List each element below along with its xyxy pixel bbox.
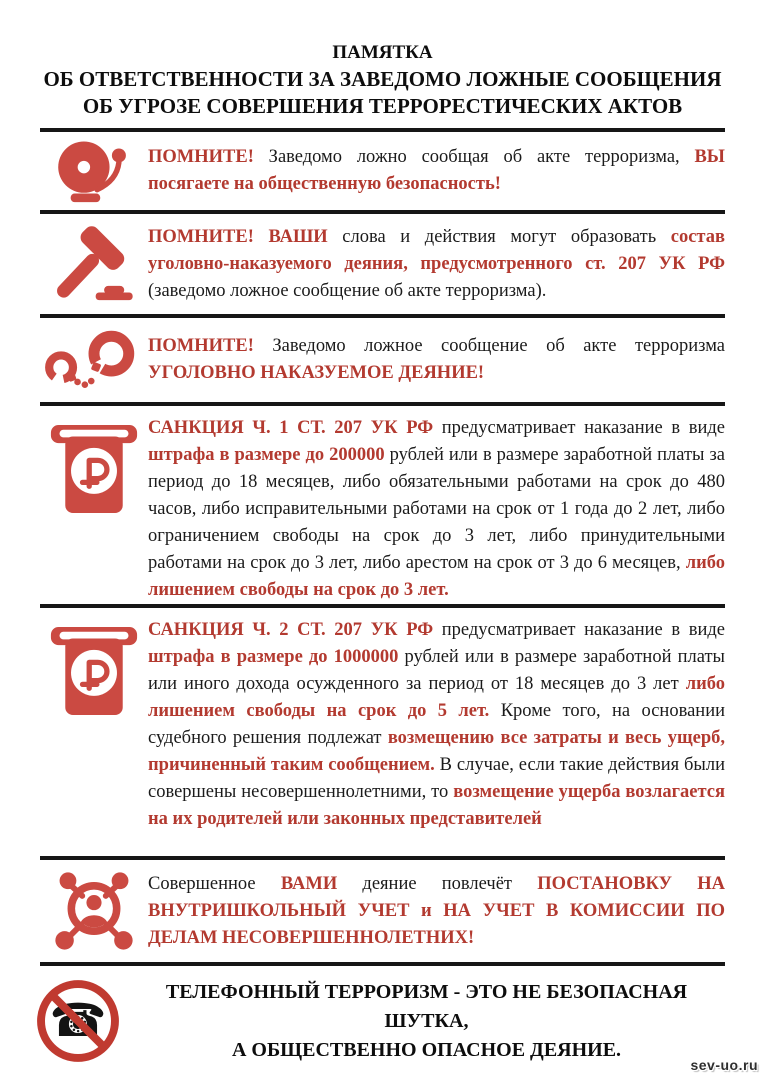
no-phone-icon xyxy=(28,977,128,1065)
page-title xyxy=(40,40,725,120)
ruble-fine-icon xyxy=(40,421,148,517)
text-run-black: предусматривает наказание в виде xyxy=(441,418,725,438)
footer-line: А ОБЩЕСТВЕННО ОПАСНОЕ ДЕЯНИЕ. xyxy=(231,1038,622,1061)
text-run-black: (заведомо ложное сообщение об акте терроризма). xyxy=(148,280,547,301)
text-run-red: САНКЦИЯ Ч. 2 СТ. 207 УК РФ xyxy=(148,620,442,640)
section-remember-law xyxy=(40,214,725,314)
phone-glyph: ☎ xyxy=(49,993,107,1047)
footer-line: ТЕЛЕФОННЫЙ ТЕРРОРИЗМ - ЭТО НЕ БЕЗОПАСНАЯ ШУТКА, xyxy=(165,980,688,1032)
title-line: ОБ УГРОЗЕ СОВЕРШЕНИЯ ТЕРРОРЕСТИЧЕСКИХ АКТОВ xyxy=(82,94,683,118)
text-run-red: штрафа в размере до 1000000 xyxy=(148,647,405,667)
text-run-black: предусматривает наказание в виде xyxy=(441,620,725,640)
text-run-red: ПОМНИТЕ! xyxy=(148,147,269,167)
section-remember-alarm xyxy=(40,132,725,210)
text-run-red: либо лишением свободы на срок до 3 лет. xyxy=(148,553,725,600)
text-run-red: ПОМНИТЕ! xyxy=(148,336,273,356)
text-run-black: В случае, если такие действия были совершены несовершеннолетними, то xyxy=(148,755,725,802)
section-minors-registration xyxy=(40,860,725,962)
text-run-red: ПОМНИТЕ! ВАШИ xyxy=(148,226,343,247)
gavel-icon xyxy=(40,221,148,307)
text-run-red: состав уголовно-наказуемого деяния, предусмотренного ст. 207 УК РФ xyxy=(148,226,725,274)
section-text xyxy=(148,224,725,305)
text-run-red: возмещение ущерба возлагается на их родителей или законных представителей xyxy=(148,782,726,829)
section-criminal-act xyxy=(40,318,725,402)
section-text xyxy=(148,617,725,833)
person-network-icon xyxy=(40,868,148,954)
text-run-red: ВАМИ xyxy=(280,873,363,894)
text-run-black: рублей или в размере заработной платы за период до 18 месяцев, либо обязательными работами на срок до 480 часов, либо исправительными работами на срок от 1 года до 2 лет, либо ограничением свободы на срок до 3 лет, либо принудительными работами на срок до 3 лет, либо арестом на срок от 3 до 6 месяцев, xyxy=(148,445,725,573)
text-run-black: Заведомо ложно сообщая об акте терроризма, xyxy=(268,147,695,167)
text-run-red: либо лишением свободы на срок до 5 лет. xyxy=(148,674,725,721)
ruble-fine-icon xyxy=(40,623,148,719)
text-run-black: Заведомо ложное сообщение об акте терроризма xyxy=(272,336,725,356)
section-text xyxy=(148,144,725,198)
text-run-red: штрафа в размере до 200000 xyxy=(148,445,390,465)
text-run-red: ВЫ посягаете на общественную безопасность! xyxy=(148,147,725,194)
text-run-red: возмещению все затраты и весь ущерб, причиненный таким сообщением. xyxy=(148,728,725,775)
text-run-red: САНКЦИЯ Ч. 1 СТ. 207 УК РФ xyxy=(148,418,442,438)
text-run-black: рублей или в размере заработной платы или иного дохода осужденного за период от 18 месяцев до 3 лет xyxy=(148,647,725,694)
section-text xyxy=(148,415,725,604)
text-run-black: слова и действия могут образовать xyxy=(342,226,671,247)
handcuffs-icon xyxy=(40,328,148,392)
alarm-bell-icon xyxy=(40,136,148,206)
text-run-black: Кроме того, на основании судебного решения подлежат xyxy=(148,701,725,748)
section-sanction-part2 xyxy=(40,608,725,856)
section-text xyxy=(148,333,725,387)
footer-warning xyxy=(28,966,725,1072)
section-sanction-part1 xyxy=(40,406,725,604)
text-run-black: Совершенное xyxy=(148,873,281,894)
watermark-sev-uo: sev-uo.ru xyxy=(690,1057,758,1073)
section-text xyxy=(148,871,725,952)
text-run-red: ПОСТАНОВКУ НА ВНУТРИШКОЛЬНЫЙ УЧЕТ и НА УЧЕТ В КОМИССИИ ПО ДЕЛАМ НЕСОВЕРШЕННОЛЕТНИХ! xyxy=(148,873,726,948)
text-run-red: УГОЛОВНО НАКАЗУЕМОЕ ДЕЯНИЕ! xyxy=(148,363,485,383)
footer-text xyxy=(128,978,725,1065)
text-run-black: деяние повлечёт xyxy=(362,873,538,894)
title-line: ПАМЯТКА xyxy=(332,42,433,63)
title-line: ОБ ОТВЕТСТВЕННОСТИ ЗА ЗАВЕДОМО ЛОЖНЫЕ СООБЩЕНИЯ xyxy=(43,67,722,91)
